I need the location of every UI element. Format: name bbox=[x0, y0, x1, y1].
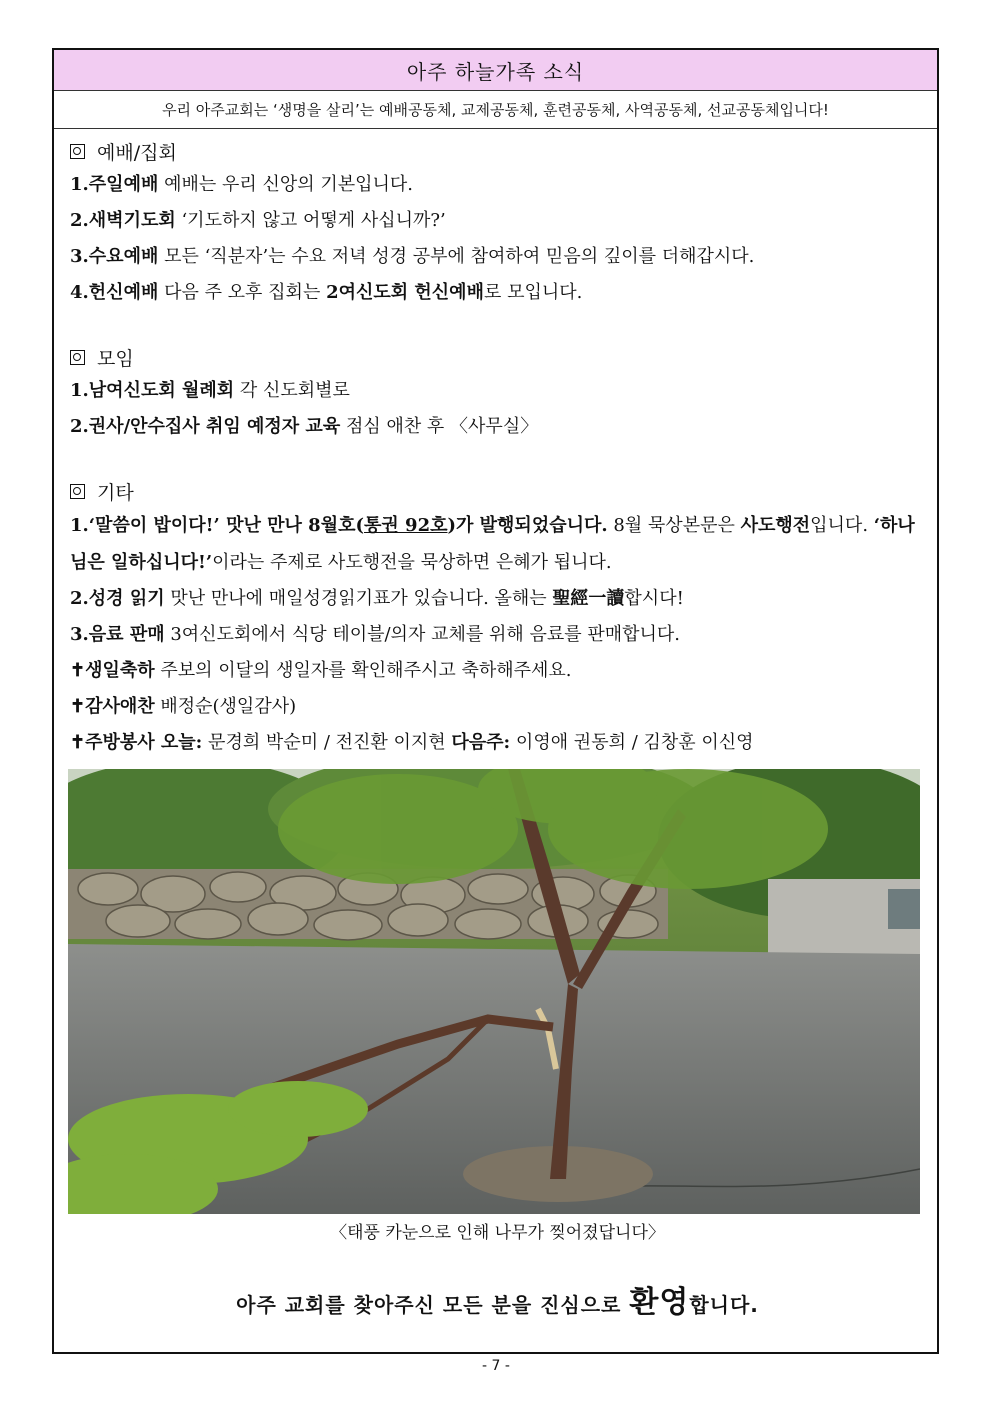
item-text: 이영애 권동희 / 김창훈 이신영 bbox=[510, 732, 754, 753]
item-text: 각 신도회별로 bbox=[234, 380, 350, 401]
section-heading-label: 모임 bbox=[97, 347, 134, 370]
church-motto: 우리 아주교회는 ‘생명을 살리’는 예배공동체, 교제공동체, 훈련공동체, 사역공동체, 선교공동체입니다! bbox=[54, 91, 937, 129]
item-label: 2.성경 읽기 bbox=[70, 588, 165, 609]
item-label: 2.새벽기도회 bbox=[70, 210, 176, 231]
etc-item-kitchen-service bbox=[70, 725, 925, 761]
item-label: ✝주방봉사 bbox=[70, 732, 155, 753]
welcome-text: 아주 교회를 찾아주신 모든 분을 진심으로 bbox=[236, 1293, 630, 1317]
item-label: 1.주일예배 bbox=[70, 174, 159, 195]
worship-item bbox=[70, 239, 925, 275]
item-label: ✝감사애찬 bbox=[70, 696, 155, 717]
section-heading-label: 예배/집회 bbox=[97, 141, 177, 164]
item-text: 로 모입니다. bbox=[483, 282, 583, 303]
item-label: 오늘: bbox=[154, 732, 203, 753]
etc-item-drink-sale bbox=[70, 617, 925, 653]
welcome-text: 합니다. bbox=[689, 1293, 759, 1317]
item-text: 맛난 만나에 매일성경읽기표가 있습니다. 올해는 bbox=[164, 588, 553, 609]
section-heading-etc bbox=[70, 475, 925, 507]
page-number: - 7 - bbox=[482, 1358, 510, 1374]
page-title: 아주 하늘가족 소식 bbox=[54, 50, 937, 91]
section-bullet-icon bbox=[70, 350, 85, 365]
bulletin-content bbox=[54, 129, 937, 1321]
issue-number: 통권 92호 bbox=[364, 515, 448, 536]
item-text: 8월 묵상본문은 bbox=[607, 515, 741, 536]
item-text: 다음 주 오후 집회는 bbox=[158, 282, 327, 303]
etc-item-birthday bbox=[70, 653, 925, 689]
section-heading-label: 기타 bbox=[97, 481, 134, 504]
item-highlight: ‘하나님은 일하십니다!’ bbox=[70, 515, 915, 573]
item-label: 4.헌신예배 bbox=[70, 282, 159, 303]
etc-item-bible-reading bbox=[70, 581, 925, 617]
item-text: 예배는 우리 신앙의 기본입니다. bbox=[158, 174, 413, 195]
item-text: 모든 ‘직분자’는 수요 저녁 성경 공부에 참여하여 믿음의 깊이를 더해갑시다. bbox=[158, 246, 755, 267]
item-highlight: 사도행전 bbox=[740, 515, 811, 536]
meeting-item bbox=[70, 409, 925, 445]
item-text: 문경희 박순미 / 전진환 이지현 bbox=[202, 732, 452, 753]
item-text: 3여신도회에서 식당 테이블/의자 교체를 위해 음료를 판매합니다. bbox=[164, 624, 680, 645]
worship-item bbox=[70, 203, 925, 239]
item-label: )가 발행되었습니다. bbox=[447, 515, 608, 536]
item-label: 1.남여신도회 월례회 bbox=[70, 380, 235, 401]
item-label: 다음주: bbox=[451, 732, 511, 753]
worship-item bbox=[70, 275, 925, 311]
bulletin-frame bbox=[52, 48, 939, 1354]
section-heading-meeting bbox=[70, 341, 925, 373]
item-text: 입니다. bbox=[810, 515, 874, 536]
item-highlight: 2여신도회 헌신예배 bbox=[326, 282, 484, 303]
item-label: 3.수요예배 bbox=[70, 246, 159, 267]
worship-item bbox=[70, 167, 925, 203]
etc-item-manna bbox=[70, 507, 925, 581]
item-text: 합시다! bbox=[624, 588, 684, 609]
item-text: 배정순(생일감사) bbox=[154, 696, 297, 717]
photo-caption: 〈태풍 카눈으로 인해 나무가 찢어졌답니다〉 bbox=[330, 1223, 665, 1243]
item-label: 3.음료 판매 bbox=[70, 624, 165, 645]
welcome-emphasis: 환영 bbox=[629, 1285, 690, 1320]
item-label: ✝생일축하 bbox=[70, 660, 155, 681]
item-label: 1.‘말씀이 밥이다!’ 맛난 만나 8월호( bbox=[70, 515, 364, 536]
item-highlight: 聖經一讀 bbox=[552, 588, 625, 609]
section-heading-worship bbox=[70, 135, 925, 167]
etc-item-thanks bbox=[70, 689, 925, 725]
item-label: 2.권사/안수집사 취임 예정자 교육 bbox=[70, 416, 341, 437]
item-text: ‘기도하지 않고 어떻게 사십니까?’ bbox=[175, 210, 446, 231]
welcome-message bbox=[70, 1277, 925, 1321]
meeting-item bbox=[70, 373, 925, 409]
item-text: 이라는 주제로 사도행전을 묵상하면 은혜가 됩니다. bbox=[212, 552, 612, 573]
item-text: 점심 애찬 후 〈사무실〉 bbox=[340, 416, 539, 437]
typhoon-tree-photo bbox=[68, 769, 920, 1214]
section-bullet-icon bbox=[70, 144, 85, 159]
section-bullet-icon bbox=[70, 484, 85, 499]
item-text: 주보의 이달의 생일자를 확인해주시고 축하해주세요. bbox=[154, 660, 572, 681]
